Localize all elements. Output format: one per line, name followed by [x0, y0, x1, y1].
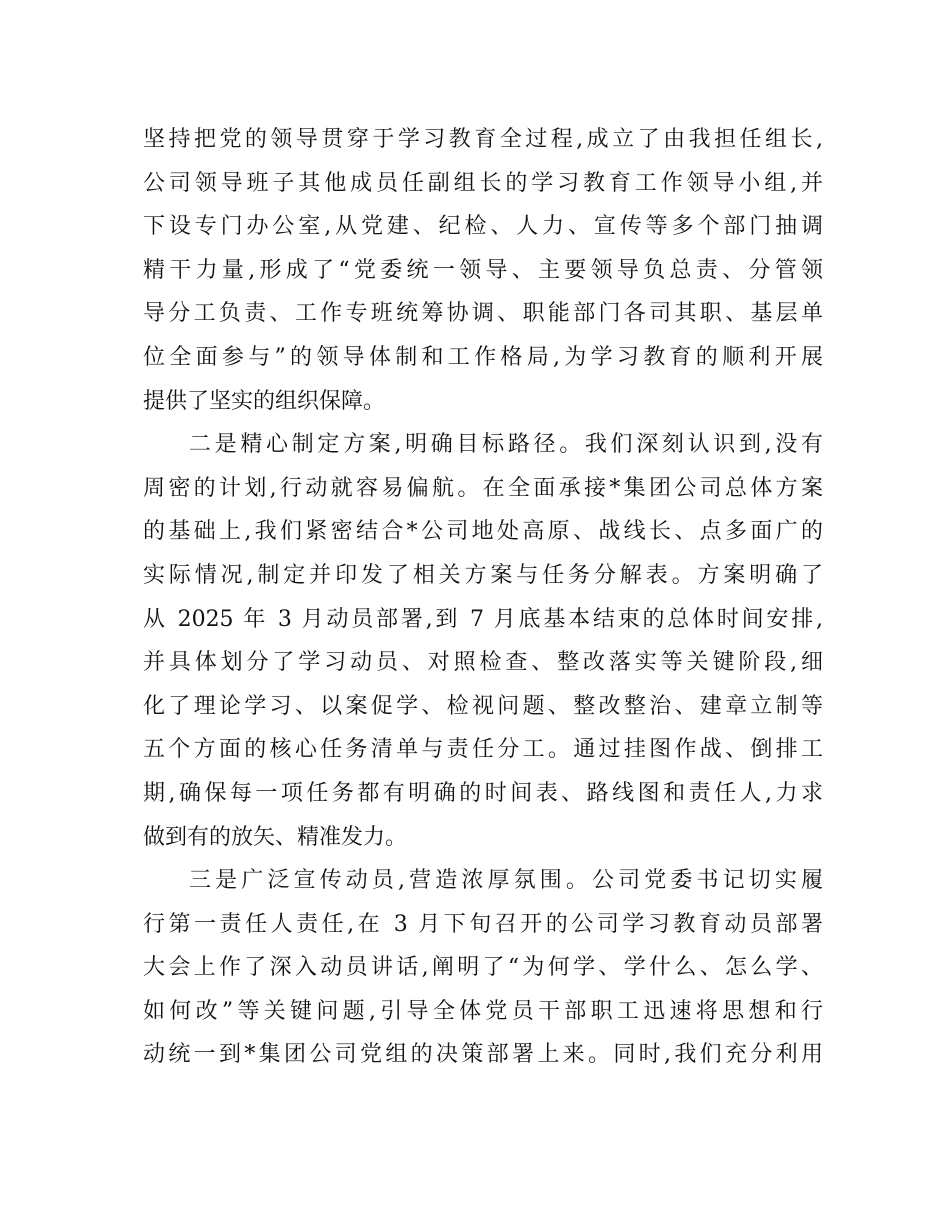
text-line: 如何改”等关键问题,引导全体党员干部职工迅速将思想和行: [143, 998, 823, 1024]
text-line: 下设专门办公室,从党建、纪检、人力、宣传等多个部门抽调: [143, 214, 823, 240]
text-line: 五个方面的核心任务清单与责任分工。通过挂图作战、倒排工: [143, 737, 823, 763]
text-line: 从 2025 年 3 月动员部署,到 7 月底基本结束的总体时间安排,: [143, 606, 823, 632]
text-line: 的基础上,我们紧密结合*公司地处高原、战线长、点多面广的: [143, 519, 823, 545]
text-line: 动统一到*集团公司党组的决策部署上来。同时,我们充分利用: [143, 1042, 823, 1068]
text-line: 大会上作了深入动员讲话,阐明了“为何学、学什么、怎么学、: [143, 955, 823, 981]
text-line: 坚持把党的领导贯穿于学习教育全过程,成立了由我担任组长,: [143, 127, 823, 152]
text-line: 二是精心制定方案,明确目标路径。我们深刻认识到,没有: [189, 432, 823, 458]
text-line: 期,确保每一项任务都有明确的时间表、路线图和责任人,力求: [143, 780, 823, 806]
text-line: 精干力量,形成了“党委统一领导、主要领导负总责、分管领: [143, 257, 823, 283]
paragraph-plan: [143, 423, 823, 859]
paragraph-mobilization: [143, 859, 823, 1077]
text-line: 并具体划分了学习动员、对照检查、整改落实等关键阶段,细: [143, 650, 823, 676]
text-line: 化了理论学习、以案促学、检视问题、整改整治、建章立制等: [143, 693, 823, 719]
document-body: [143, 118, 823, 1077]
text-line: 行第一责任人责任,在 3 月下旬召开的公司学习教育动员部署: [143, 911, 823, 937]
text-line: 位全面参与”的领导体制和工作格局,为学习教育的顺利开展: [143, 344, 823, 370]
paragraph-leadership-group: [143, 118, 823, 423]
text-line: 提供了坚实的组织保障。: [143, 388, 386, 414]
text-line: 公司领导班子其他成员任副组长的学习教育工作领导小组,并: [143, 170, 823, 196]
text-line: 导分工负责、工作专班统筹协调、职能部门各司其职、基层单: [143, 301, 823, 327]
text-line: 做到有的放矢、精准发力。: [143, 824, 408, 850]
text-line: 周密的计划,行动就容易偏航。在全面承接*集团公司总体方案: [143, 475, 823, 501]
text-line: 实际情况,制定并印发了相关方案与任务分解表。方案明确了: [143, 562, 823, 588]
text-line: 三是广泛宣传动员,营造浓厚氛围。公司党委书记切实履: [189, 868, 823, 894]
